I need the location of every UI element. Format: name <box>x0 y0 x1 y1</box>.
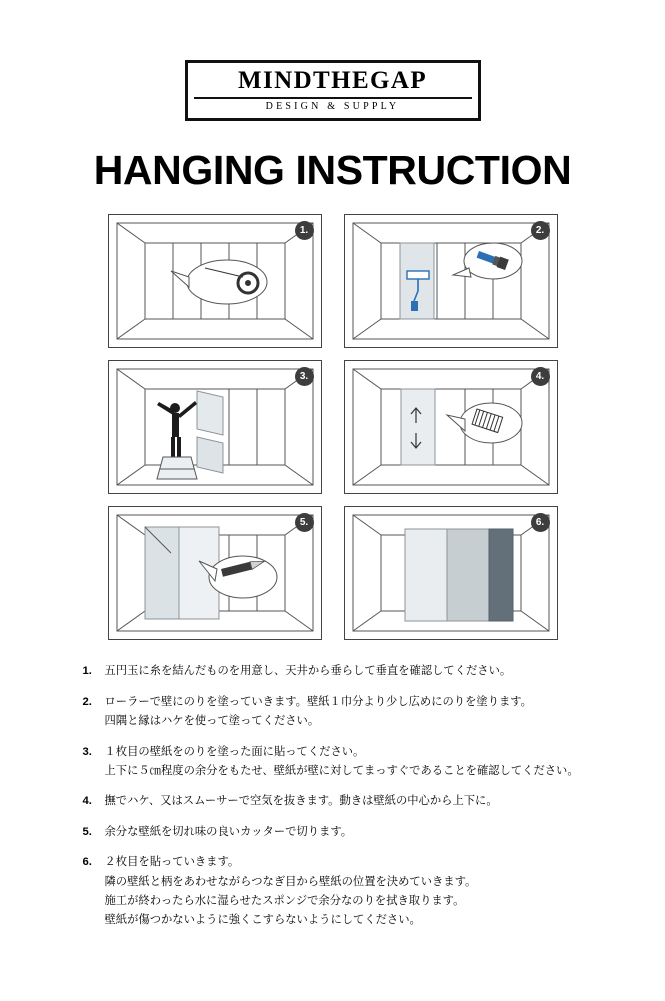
logo-brand-text: MINDTHEGAP <box>238 67 427 94</box>
panel-badge: 4. <box>531 367 550 386</box>
step-text <box>105 853 583 931</box>
step-line: ２枚目を貼っていきます。 <box>104 856 240 869</box>
step-number: 5. <box>82 825 92 838</box>
brand-logo <box>0 60 665 121</box>
panel-match-pattern <box>344 506 558 640</box>
step-line: 余分な壁紙を切れ味の良いカッターで切ります。 <box>104 825 353 838</box>
logo-box <box>185 60 481 121</box>
step-number: 4. <box>82 795 92 808</box>
step-text <box>105 823 583 842</box>
panel-badge: 2. <box>531 221 550 240</box>
step-line: 上下に５㎝程度の余分をもたせ、壁紙が壁に対してまっすぐであることを確認してください。 <box>104 764 579 777</box>
step-item <box>83 662 583 681</box>
step-number: 3. <box>82 745 92 758</box>
step-line: 壁紙が傷つかないように強くこすらないようにしてください。 <box>104 914 421 927</box>
step-line: 施工が終わったら水に湿らせたスポンジで余分なのりを拭き取ります。 <box>104 895 465 908</box>
logo-divider <box>194 97 472 99</box>
step-item <box>83 853 583 931</box>
instruction-steps <box>83 662 583 931</box>
step-line: １枚目の壁紙をのりを塗った面に貼ってください。 <box>104 745 365 758</box>
step-number: 6. <box>82 856 92 869</box>
step-text <box>105 743 583 782</box>
step-line: 撫でハケ、又はスムーサーで空気を抜きます。動きは壁紙の中心から上下に。 <box>104 795 498 808</box>
panel-smooth-air-bubbles <box>344 360 558 494</box>
step-text <box>105 792 583 811</box>
page-title: HANGING INSTRUCTION <box>93 147 572 194</box>
step-item <box>83 792 583 811</box>
panel-trim-excess <box>108 506 322 640</box>
step-item <box>83 823 583 842</box>
step-line: 四隅と縁はハケを使って塗ってください。 <box>104 715 320 728</box>
panel-hang-first-drop <box>108 360 322 494</box>
step-text <box>105 662 583 681</box>
panel-badge: 3. <box>295 367 314 386</box>
step-number: 1. <box>82 665 92 678</box>
step-item <box>83 693 583 732</box>
instruction-panels <box>108 214 558 640</box>
step-line: 五円玉に糸を結んだものを用意し、天井から垂らして垂直を確認してください。 <box>104 665 512 678</box>
step-line: ローラーで壁にのりを塗っていきます。壁紙１巾分より少し広めにのりを塗ります。 <box>104 695 532 708</box>
panel-badge: 5. <box>295 513 314 532</box>
step-line: 隣の壁紙と柄をあわせながらつなぎ目から壁紙の位置を決めていきます。 <box>104 875 477 888</box>
panel-plumb-line <box>108 214 322 348</box>
step-item <box>83 743 583 782</box>
step-text <box>105 693 583 732</box>
panel-apply-paste <box>344 214 558 348</box>
panel-badge: 6. <box>531 513 550 532</box>
panel-badge: 1. <box>295 221 314 240</box>
step-number: 2. <box>82 695 92 708</box>
logo-tagline-text: DESIGN & SUPPLY <box>265 101 400 113</box>
